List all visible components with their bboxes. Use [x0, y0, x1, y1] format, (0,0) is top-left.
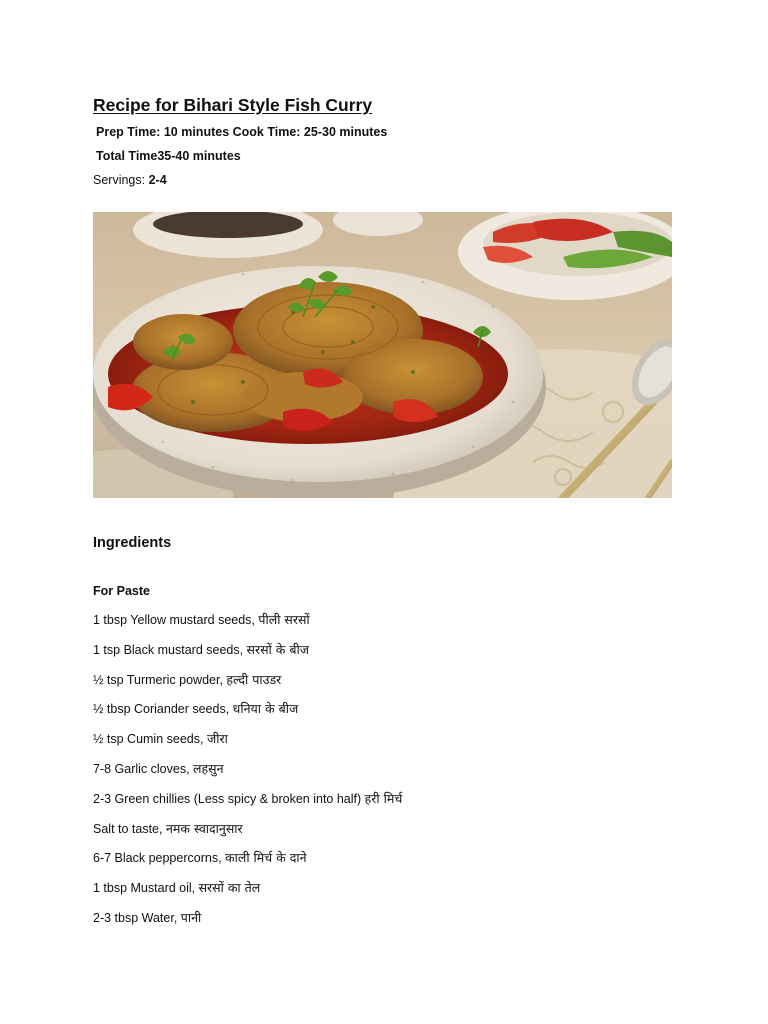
ingredient-hindi: हरी मिर्च	[364, 790, 403, 806]
ingredient-hindi: नमक स्वादानुसार	[165, 820, 243, 836]
ingredient-hindi: जीरा	[206, 731, 228, 747]
list-item	[93, 848, 402, 878]
ingredient-text: 1 tsp Black mustard seeds,	[93, 642, 247, 657]
recipe-title: Recipe for Bihari Style Fish Curry	[93, 95, 373, 115]
ingredient-text: 2-3 tbsp Water,	[93, 910, 181, 925]
list-item	[93, 640, 402, 670]
list-item	[93, 908, 402, 938]
ingredient-text: ½ tsp Turmeric powder,	[93, 672, 227, 687]
ingredient-hindi: पानी	[180, 909, 202, 925]
servings-label: Servings:	[93, 173, 149, 187]
ingredients-list	[93, 610, 402, 938]
servings	[93, 173, 167, 187]
list-item	[93, 878, 402, 908]
ingredient-text: 1 tbsp Mustard oil,	[93, 881, 199, 896]
list-item	[93, 819, 402, 849]
ingredient-hindi: सरसों के बीज	[246, 641, 309, 657]
ingredients-heading: Ingredients	[93, 535, 172, 551]
ingredient-text: 7-8 Garlic cloves,	[93, 761, 194, 776]
ingredient-hindi: काली मिर्च के दाने	[225, 850, 307, 866]
list-item	[93, 789, 402, 819]
ingredient-hindi: लहसुन	[193, 760, 224, 776]
list-item	[93, 610, 402, 640]
ingredient-hindi: पीली सरसों	[258, 612, 310, 627]
list-item	[93, 729, 402, 759]
ingredient-text: 6-7 Black peppercorns,	[93, 851, 226, 866]
total-time: Total Time35-40 minutes	[96, 149, 241, 163]
list-item	[93, 759, 402, 789]
ingredient-hindi: हल्दी पाउडर	[226, 671, 282, 687]
ingredient-text: 1 tbsp Yellow mustard seeds,	[93, 613, 259, 627]
list-item	[93, 699, 402, 729]
servings-value: 2-4	[148, 173, 167, 187]
ingredient-text: ½ tbsp Coriander seeds,	[93, 702, 233, 717]
for-paste-heading: For Paste	[93, 584, 150, 598]
ingredient-hindi: सरसों का तेल	[198, 880, 261, 896]
ingredient-hindi: धनिया के बीज	[232, 701, 299, 717]
ingredient-text: 2-3 Green chillies (Less spicy & broken into half)	[93, 791, 365, 806]
fish-curry-photo	[93, 212, 672, 498]
prep-cook-time: Prep Time: 10 minutes Cook Time: 25-30 minutes	[96, 125, 388, 139]
ingredient-text: ½ tsp Cumin seeds,	[93, 732, 207, 747]
list-item	[93, 670, 402, 700]
ingredient-text: Salt to taste,	[93, 821, 166, 836]
